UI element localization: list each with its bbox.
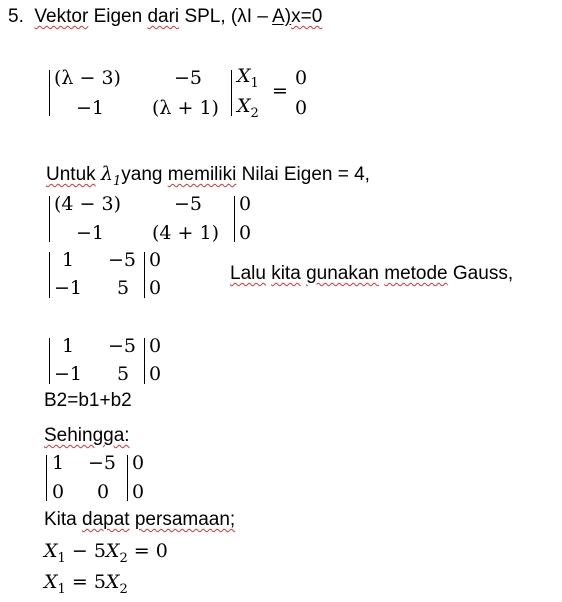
matrix-2-a11: (4 − 3): [54, 193, 122, 215]
word-gunakan: gunakan: [306, 263, 379, 284]
matrix-1-r2: 0: [295, 97, 308, 119]
matrix-5-a12: −5: [88, 452, 117, 474]
matrix-2-sep-bar: [234, 196, 235, 242]
section-heading: [8, 6, 322, 28]
matrix-3-a22: 5: [117, 277, 130, 299]
matrix-3-a11: 1: [62, 249, 75, 271]
heading-dash: –: [257, 6, 268, 27]
heading-number: 5.: [8, 6, 24, 27]
matrix-3-left-bar: [49, 252, 50, 298]
matrix-1-x1: $X_1$: [237, 65, 259, 91]
matrix-1-equals: =: [272, 80, 288, 102]
matrix-4-a22: 5: [117, 363, 130, 385]
matrix-3-a12: −5: [108, 249, 137, 271]
matrix-1-left-bar: [49, 70, 50, 116]
heading-x-eq: x=0: [291, 6, 323, 27]
equation-1: $X_1 - 5X_2 = 0$: [44, 540, 168, 566]
word-untuk: Untuk: [46, 164, 96, 185]
matrix-4-a11: 1: [62, 335, 75, 357]
matrix-5-a21: 0: [52, 481, 65, 503]
matrix-5-a22: 0: [97, 481, 110, 503]
word-gauss: Gauss,: [452, 263, 514, 284]
matrix-2-a22: (4 + 1): [152, 222, 220, 244]
matrix-4-r1: 0: [149, 335, 162, 357]
matrix-1-a12: −5: [174, 67, 203, 89]
matrix-4-left-bar: [49, 338, 50, 384]
lambda-symbol: $\lambda_1$: [100, 163, 122, 189]
sehingga-label: Sehingga:: [44, 425, 130, 446]
matrix-3-sep-bar: [144, 252, 145, 298]
matrix-1-r1: 0: [295, 67, 308, 89]
matrix-5-r1: 0: [132, 452, 145, 474]
word-metode: metode: [384, 263, 448, 284]
matrix-3-r1: 0: [149, 249, 162, 271]
word-kita: kita: [271, 263, 301, 284]
word-memiliki: memiliki: [167, 164, 237, 185]
matrix-1-a22: (λ + 1): [152, 97, 219, 119]
matrix-1-a21: −1: [76, 97, 105, 119]
heading-word-eigen: Eigen: [93, 6, 143, 27]
heading-word-dari: dari: [147, 6, 180, 27]
matrix-5-sep-bar: [127, 455, 128, 501]
matrix-1-x2: $X_2$: [237, 95, 259, 121]
matrix-1-a11: (λ − 3): [54, 67, 121, 89]
untuk-line: [46, 163, 370, 188]
matrix-4-sep-bar: [144, 338, 145, 384]
matrix-4-r2: 0: [149, 363, 162, 385]
kita-line: [44, 509, 235, 531]
untuk-rest: Nilai Eigen = 4,: [241, 164, 370, 185]
heading-word-vektor: Vektor: [34, 6, 89, 27]
matrix-3-a21: −1: [54, 277, 83, 299]
matrix-5-left-bar: [46, 455, 47, 501]
equation-2: $X_1 = 5X_2$: [44, 571, 128, 597]
matrix-2-r2: 0: [239, 222, 252, 244]
matrix-5-r2: 0: [132, 481, 145, 503]
gauss-line: [230, 263, 513, 285]
matrix-2-left-bar: [49, 196, 50, 242]
matrix-2-a21: −1: [76, 222, 105, 244]
word-yang: yang: [121, 164, 163, 185]
matrix-4-a21: −1: [54, 363, 83, 385]
row-operation: B2=b1+b2: [44, 390, 132, 411]
matrix-4-a12: −5: [108, 335, 137, 357]
matrix-5-a11: 1: [52, 452, 65, 474]
word-persamaan: persamaan;: [134, 509, 236, 530]
matrix-2-a12: −5: [174, 193, 203, 215]
heading-lambda-i: (λI: [230, 6, 253, 27]
word-kita2: Kita: [44, 509, 77, 530]
word-lalu: Lalu: [230, 263, 266, 284]
matrix-3-r2: 0: [149, 277, 162, 299]
heading-word-spl: SPL,: [184, 6, 226, 27]
matrix-2-r1: 0: [239, 193, 252, 215]
word-dapat: dapat: [82, 509, 130, 530]
matrix-1-sep-bar: [231, 70, 232, 116]
heading-a-paren: A): [272, 6, 292, 27]
